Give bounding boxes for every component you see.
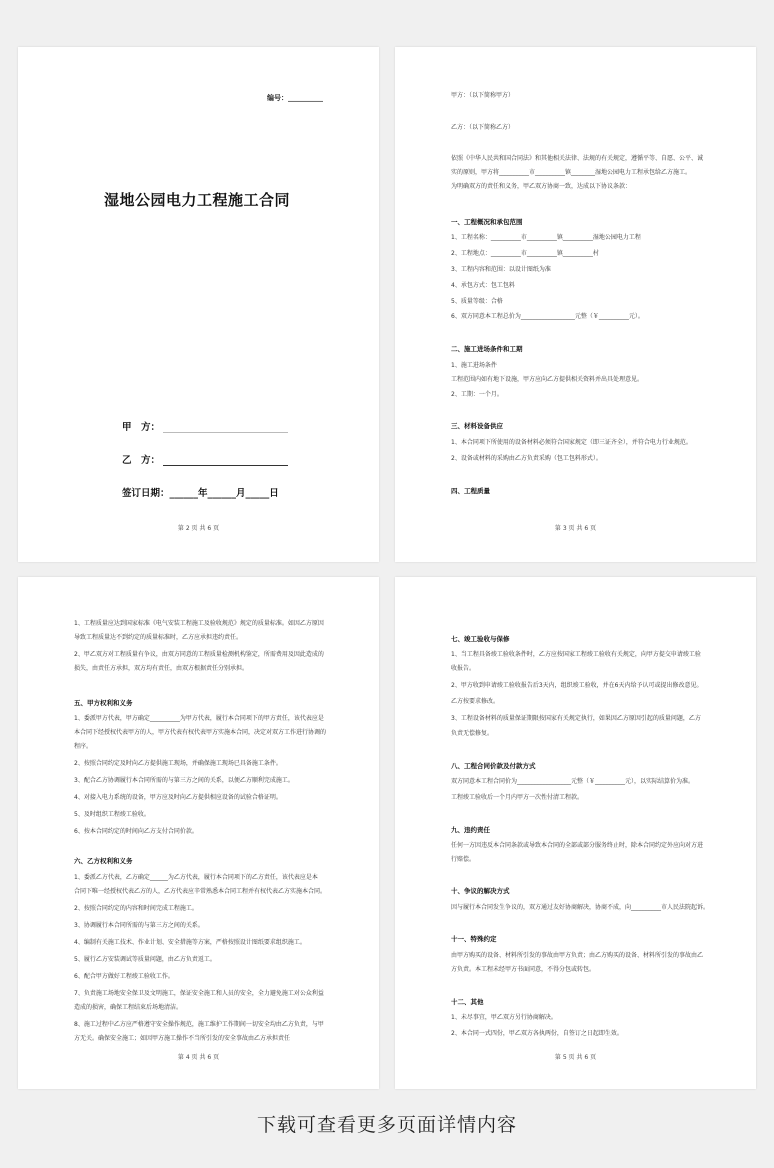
text-line: 3、工程内容和范围：以设计图纸为准 — [451, 266, 551, 273]
text-line: 依照《中华人民共和国合同法》和其他相关法律、法规的有关规定，遵循平等、自愿、公平、诚 — [451, 155, 704, 162]
text-line: 6、按本合同约定的时间向乙方支付合同价款。 — [74, 828, 198, 835]
text-line: 本合同下经授权代表甲方的人，甲方代表有权代表甲方实施本合同，决定对双方工作进行协调的 — [74, 729, 327, 736]
text-line: 导致工程质量达不到约定的质量标准时，乙方应承担违约责任。 — [74, 634, 243, 641]
text-line: 收报告。 — [451, 665, 476, 672]
text-line: 2、甲方收到申请竣工验收报告后3天内，组织竣工验收，并在6天内给予认可或提出修改意见。 — [451, 682, 703, 689]
text-line: 1、工程名称：__________市__________镇__________湿地公园电力工程 — [451, 234, 641, 241]
text-line: 行赔偿。 — [451, 856, 476, 863]
section-heading: 十一、特殊约定 — [451, 935, 497, 943]
text-line: 7、负责施工场地安全保卫及文明施工，保证安全施工和人员的安全，全力避免施工对公众利益 — [74, 990, 324, 997]
text-line: 3、协调履行本合同所需的与第三方之间的关系。 — [74, 922, 204, 929]
text-line: 2、按照合同约定的内容和时间完成工程施工。 — [74, 905, 198, 912]
text-line: 4、对接入电力系统的设备，甲方应及时向乙方提供相应设备的试验合格证明。 — [74, 794, 282, 801]
text-line: 任何一方因违反本合同条款或导致本合同的全部或部分服务终止时，除本合同约定外应向对方进 — [451, 842, 704, 849]
text-line: 1、未尽事宜，甲乙双方另行协商解决。 — [451, 1014, 557, 1021]
text-line: 负责无偿修复。 — [451, 730, 494, 737]
party-b-line — [122, 452, 288, 466]
text-line: 6、双方同意本工程总价为__________________元整（￥__________元）。 — [451, 313, 644, 320]
text-line: 2、按照合同约定及时向乙方提供施工现场，并确保施工现场已具备施工条件。 — [74, 760, 282, 767]
section-heading: 八、工程合同价款及付款方式 — [451, 762, 536, 770]
text-line: 1、当工程具备竣工验收条件时，乙方应按国家工程竣工验收有关规定，向甲方提交申请竣工验 — [451, 651, 701, 658]
text-line: 4、编制有关施工技术、作业计划、安全措施等方案，严格按照设计图纸要求组织施工。 — [74, 939, 306, 946]
text-line: 方负责。本工程未经甲方书面同意，不得分包或转包。 — [451, 966, 596, 973]
text-line: 双方同意本工程合同价为__________________元整（￥__________元），以实际结算价为准。 — [451, 778, 695, 785]
section-heading: 七、竣工验收与保修 — [451, 635, 510, 643]
text-line: 2、工期：一个月。 — [451, 391, 503, 398]
party-a-line — [122, 419, 288, 433]
section-heading: 二、施工进场条件和工期 — [451, 345, 523, 353]
text-line: 甲方：（以下简称甲方） — [451, 92, 515, 99]
contract-page-4 — [18, 577, 379, 1089]
text-line: 1、委派甲方代表，甲方确定__________为甲方代表，履行本合同项下的甲方责任，该代表应是 — [74, 715, 324, 722]
contract-page-5 — [395, 577, 756, 1089]
text-line: 5、履行乙方安装调试等质量问题，由乙方负责返工。 — [74, 956, 216, 963]
text-line: 乙方：（以下简称乙方） — [451, 124, 515, 131]
section-heading: 九、违约责任 — [451, 826, 490, 834]
text-line: 5、及时组织工程竣工验收。 — [74, 811, 150, 818]
text-line: 4、承包方式：包工包料 — [451, 282, 515, 289]
section-heading: 五、甲方权利和义务 — [74, 699, 133, 707]
text-line: 8、施工过程中乙方应严格遵守安全操作规范，施工维护工作期间一切安全均由乙方负责，与甲 — [74, 1021, 324, 1028]
party-b-label: 乙 方： — [122, 455, 161, 466]
text-line: 2、工程地点：__________市__________镇__________村 — [451, 250, 599, 257]
section-heading: 四、工程质量 — [451, 487, 490, 495]
section-heading: 一、工程概况和承包范围 — [451, 218, 523, 226]
text-line: 由甲方购买的设备、材料所引发的事故由甲方负责；由乙方购买的设备、材料所引发的事故由乙 — [451, 952, 704, 959]
page-number: 第 2 页 共 6 页 — [177, 525, 220, 532]
download-more-caption: 下载可查看更多页面详情内容 — [256, 1114, 517, 1136]
text-line: 因与履行本合同发生争议的，双方通过友好协商解决，协商不成，向__________市人民法院起诉。 — [451, 904, 710, 911]
page-number: 第 4 页 共 6 页 — [177, 1054, 220, 1061]
text-line: 1、施工进场条件 — [451, 362, 497, 369]
sign-date: 签订日期：______年______月_____日 — [122, 488, 279, 499]
text-line: 1、委派乙方代表，乙方确定______为乙方代表，履行本合同项下的乙方责任，该代表应是本 — [74, 874, 318, 881]
text-line: 合同下唯一经授权代表乙方的人，乙方代表应辛常熟悉本合同工程并有权代表乙方实施本合同。 — [74, 888, 327, 895]
contract-number-label: 编号：__________ — [267, 94, 323, 102]
text-line: 乙方按要求修改。 — [451, 698, 500, 705]
text-line: 3、配合乙方协调履行本合同所需的与第三方之间的关系，以便乙方顺利完成施工。 — [74, 777, 294, 784]
contract-title: 湿地公园电力工程施工合同 — [104, 191, 291, 209]
contract-page-3 — [395, 47, 756, 562]
text-line: 程序。 — [74, 743, 93, 750]
text-line: 损失，由责任方承担，双方均有责任，由双方根据责任分别承担。 — [74, 665, 249, 672]
text-line: 1、本合同项下所使用的设备材料必须符合国家规定（即三证齐全），并符合电力行业规范。 — [451, 439, 692, 446]
party-b-blank — [163, 456, 288, 466]
section-heading: 三、材料设备供应 — [451, 422, 503, 430]
text-line: 2、设备或材料的采购由乙方负责采购（包工包料形式）。 — [451, 455, 602, 462]
text-line: 5、质量等级：合格 — [451, 298, 503, 305]
page-number: 第 5 页 共 6 页 — [554, 1054, 597, 1061]
text-line: 1、工程质量应达到国家标准《电气安装工程施工及验收规范》规定的质量标准。如因乙方原因 — [74, 620, 324, 627]
contract-page-2 — [18, 47, 379, 562]
section-heading: 十二、其他 — [451, 998, 484, 1006]
text-line: 造成的损害，确保工程结束后场地清洁。 — [74, 1004, 183, 1011]
section-heading: 十、争议的解决方式 — [451, 887, 510, 895]
text-line: 为明确双方的责任和义务，甲乙双方协商一致，达成以下协议条款： — [451, 183, 632, 190]
section-heading: 六、乙方权利和义务 — [74, 857, 133, 865]
text-line: 3、工程设备材料的质量保证期限按国家有关规定执行，如果因乙方原因引起的质量问题，乙方 — [451, 715, 701, 722]
text-line: 2、甲乙双方对工程质量有争议，由双方同意的工程质量检测机构鉴定，所需费用及因此造成的 — [74, 651, 324, 658]
page-number: 第 3 页 共 6 页 — [554, 525, 597, 532]
text-line: 方无关。确保安全施工；如因甲方施工操作不当所引发的安全事故由乙方承担责任 — [74, 1035, 291, 1042]
text-line: 工程范围内如有地下设施，甲方应向乙方提供相关资料并出具处理意见。 — [451, 376, 644, 383]
text-line: 工程竣工验收后一个月内甲方一次性付清工程款。 — [451, 794, 584, 801]
text-line: 6、配合甲方做好工程竣工验收工作。 — [74, 973, 174, 980]
text-line: 2、本合同一式四份，甲乙双方各执两份，自签订之日起即生效。 — [451, 1030, 623, 1037]
party-a-blank — [163, 423, 288, 433]
text-line: 实的原则，甲方将__________市__________镇________湿地公园电力工程承包给乙方施工。 — [451, 169, 692, 176]
party-a-label: 甲 方： — [122, 422, 161, 433]
